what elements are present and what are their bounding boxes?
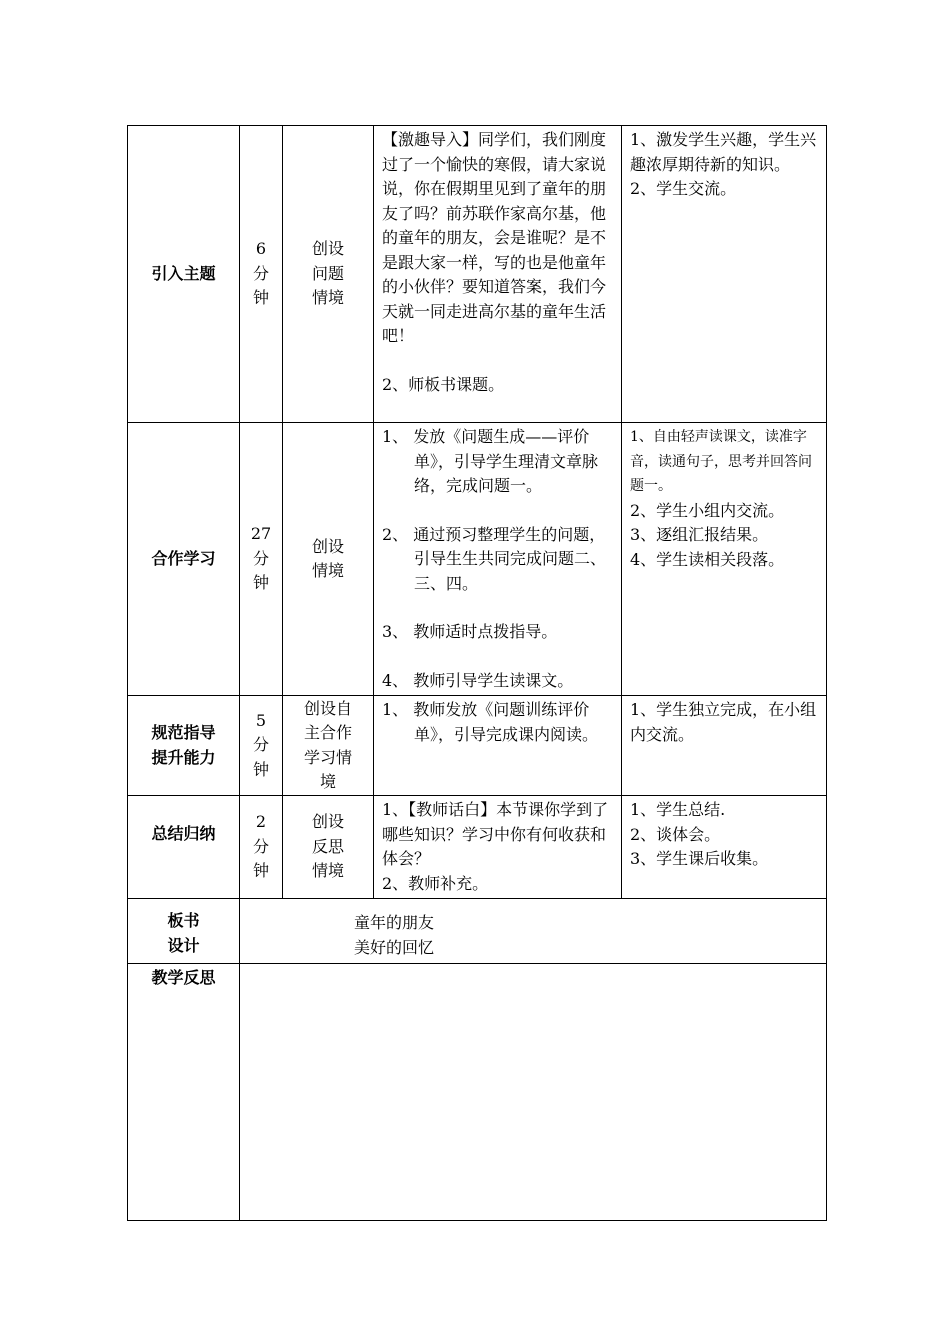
method-cell — [283, 126, 374, 423]
board-label-cell — [128, 899, 240, 964]
time-cell — [240, 126, 283, 423]
method-cell — [283, 796, 374, 899]
time-value: 5 — [255, 710, 267, 730]
stage-cell — [128, 423, 240, 696]
reflection-label-cell — [128, 964, 240, 1221]
method-line: 情境 — [311, 288, 344, 308]
activity-item: 2、 通过预习整理学生的问题，引导生生共同完成问题二、三、四。 — [382, 524, 607, 593]
student-item: 3、逐组汇报结果。 — [630, 525, 769, 544]
time-cell — [240, 796, 283, 899]
method-line: 情境 — [311, 861, 344, 881]
spacer — [382, 645, 615, 669]
student-item: 2、谈体会。 — [630, 824, 721, 844]
method-line: 创设 — [311, 536, 344, 556]
student-item: 2、学生交流。 — [630, 179, 737, 198]
student-item: 1、激发学生兴趣，学生兴趣浓厚期待新的知识。 — [630, 130, 817, 174]
table-row — [128, 423, 827, 696]
board-label-line: 板书 — [167, 911, 200, 930]
activity-item: 4、 教师引导学生读课文。 — [382, 670, 574, 690]
board-design-row — [128, 899, 827, 964]
spacer — [382, 499, 615, 523]
student-item: 3、学生课后收集。 — [630, 849, 769, 868]
time-unit-2: 钟 — [252, 861, 269, 881]
stage-cell — [128, 796, 240, 899]
teacher-activity-cell — [374, 126, 622, 423]
method-line: 情境 — [311, 561, 344, 580]
student-activity-cell — [622, 126, 827, 423]
method-line: 创设自 — [303, 698, 352, 718]
reflection-row — [128, 964, 827, 1221]
table-row — [128, 796, 827, 899]
student-item: 1、学生总结. — [630, 800, 726, 819]
time-value: 2 — [255, 812, 267, 832]
method-cell — [283, 423, 374, 696]
board-content-cell — [240, 899, 827, 964]
activity-paragraph: 2、师板书课题。 — [382, 374, 505, 394]
activity-item: 3、 教师适时点拨指导。 — [382, 622, 558, 641]
stage-cell — [128, 126, 240, 423]
reflection-label: 教学反思 — [151, 968, 216, 987]
time-unit-1: 分 — [252, 263, 269, 283]
board-label-line: 设计 — [167, 935, 200, 955]
teacher-activity-cell — [374, 796, 622, 899]
spacer — [382, 596, 615, 620]
time-value: 6 — [255, 239, 267, 259]
activity-item: 2、教师补充。 — [382, 873, 489, 893]
method-line: 主合作 — [303, 723, 352, 742]
table-row — [128, 126, 827, 423]
time-cell — [240, 423, 283, 696]
method-line: 创设 — [311, 812, 344, 832]
stage-cell — [128, 696, 240, 796]
reflection-body-cell — [240, 964, 827, 1221]
method-line: 境 — [319, 772, 336, 791]
stage-label-line: 规范指导 — [151, 723, 216, 742]
time-cell — [240, 696, 283, 796]
stage-label: 引入主题 — [151, 263, 216, 283]
time-unit-2: 钟 — [252, 573, 269, 593]
student-item: 1、学生独立完成，在小组内交流。 — [630, 700, 817, 744]
method-line: 创设 — [311, 239, 344, 259]
stage-label-line: 提升能力 — [151, 747, 216, 767]
activity-item: 1、【教师话白】本节课你学到了哪些知识？学习中你有何收获和体会？ — [382, 800, 609, 868]
lesson-plan-table — [127, 125, 827, 1221]
method-line: 反思 — [311, 836, 344, 856]
stage-label: 合作学习 — [151, 548, 216, 568]
activity-paragraph: 【激趣导入】同学们，我们刚度过了一个愉快的寒假，请大家说说，你在假期里见到了童年的朋友了吗？前苏联作家高尔基，他的童年的朋友，会是谁呢？是不是跟大家一样，写的也是他童年的小伙伴？要知道答案，我们今天就一同走进高尔基的童年生活吧！ — [382, 130, 607, 345]
activity-item: 1、 教师发放《问题训练评价单》，引导完成课内阅读。 — [382, 700, 599, 744]
time-unit-2: 钟 — [252, 759, 269, 779]
time-unit-1: 分 — [252, 735, 269, 755]
board-line: 美好的回忆 — [354, 937, 435, 957]
time-unit-1: 分 — [252, 836, 269, 856]
method-line: 学习情 — [303, 747, 352, 767]
method-line: 问题 — [311, 263, 344, 283]
method-cell — [283, 696, 374, 796]
activity-item: 1、 发放《问题生成——评价单》，引导学生理清文章脉络，完成问题一。 — [382, 427, 599, 495]
spacer — [382, 349, 615, 373]
time-value: 27 — [250, 524, 272, 544]
table-row — [128, 696, 827, 796]
student-activity-cell — [622, 696, 827, 796]
time-unit-1: 分 — [252, 548, 269, 568]
stage-label: 总结归纳 — [151, 824, 216, 843]
student-item: 1、自由轻声读课文，读准字音，读通句子，思考并回答问题一。 — [630, 429, 812, 494]
time-unit-2: 钟 — [252, 288, 269, 308]
teacher-activity-cell — [374, 423, 622, 696]
board-line: 童年的朋友 — [354, 913, 435, 932]
student-item: 2、学生小组内交流。 — [630, 500, 785, 520]
teacher-activity-cell — [374, 696, 622, 796]
student-item: 4、学生读相关段落。 — [630, 549, 785, 569]
student-activity-cell — [622, 423, 827, 696]
student-activity-cell — [622, 796, 827, 899]
